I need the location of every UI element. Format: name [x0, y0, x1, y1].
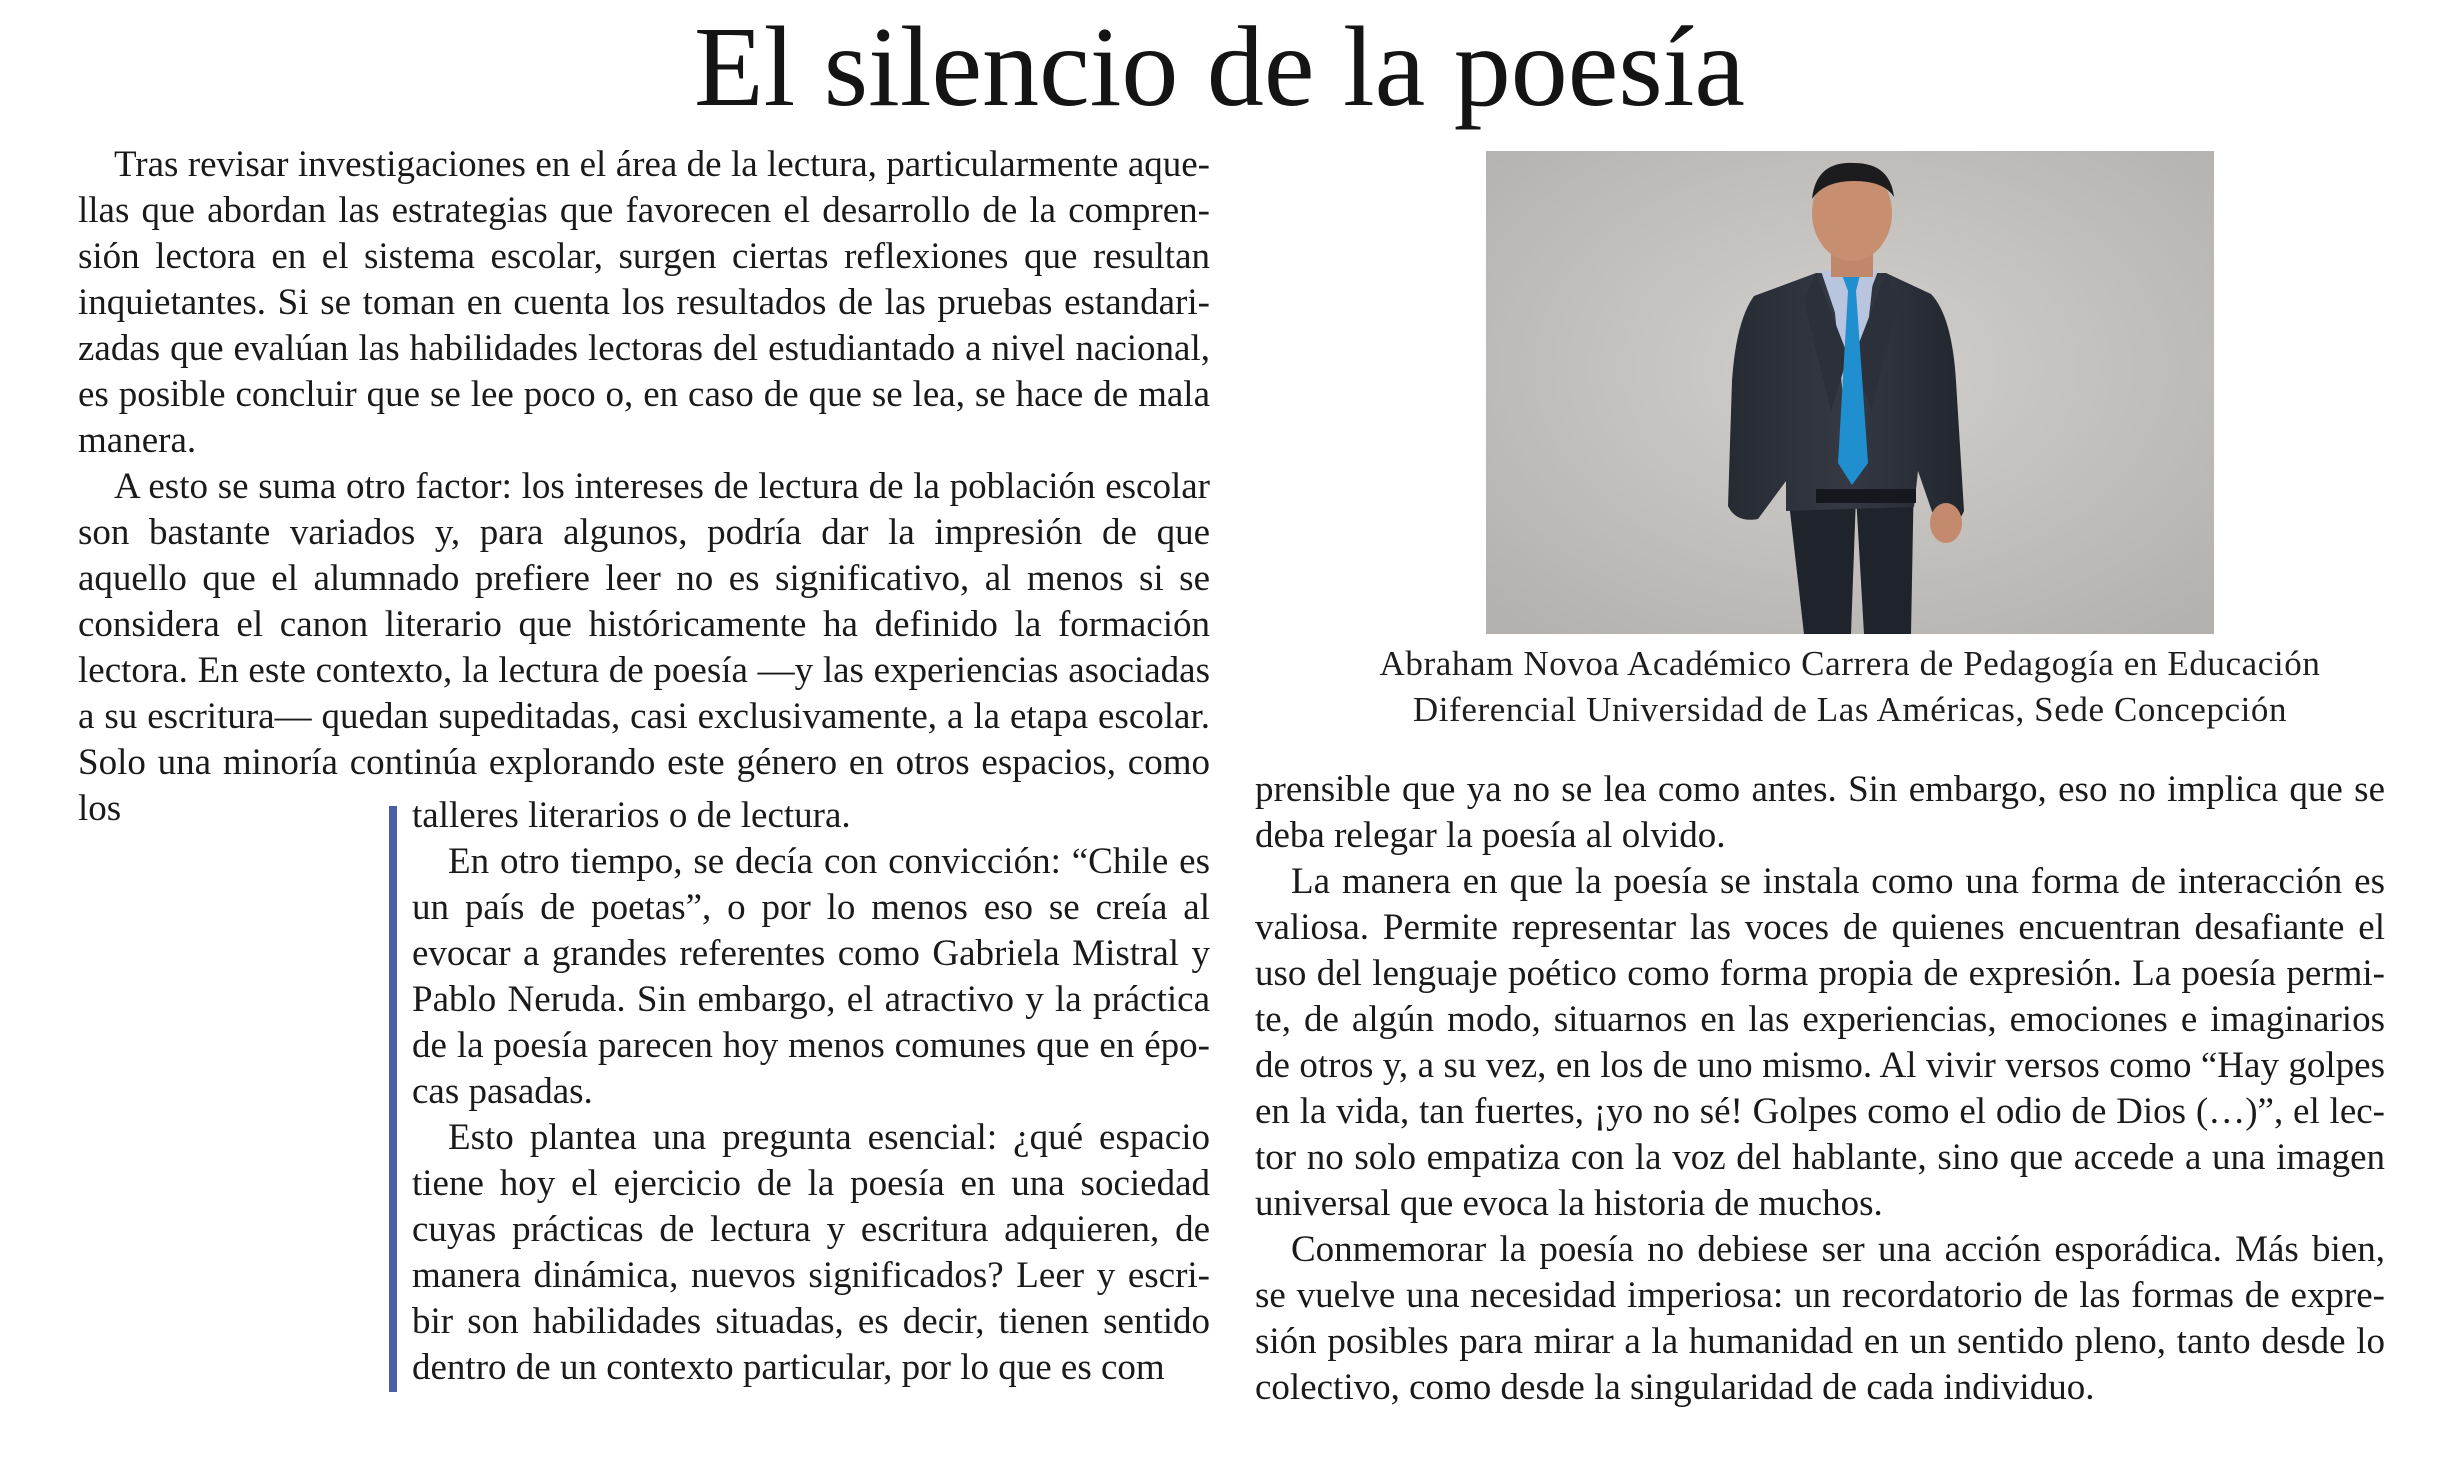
author-photo — [1486, 151, 2214, 634]
right-column — [1255, 767, 2385, 1411]
caption-line-1: Abraham Novoa Académico Carrera de Pedagogía en Educación — [1379, 644, 2321, 683]
paragraph-4-continuation: prensible que ya no se lea como antes. Sin embargo, eso no implica que se deba relegar la poesía al olvido. — [1255, 769, 2385, 856]
paragraph-1: Tras revisar investigaciones en el área de la lectura, particularmente aquellas que abordan las estrategias que favorecen el desarrollo de la comprensión lectora en el sistema escolar, surgen ciertas reflexiones que resultan inquietantes. Si se toman en cuenta los resultados de las pruebas estandarizadas que evalúan las habilidades lectoras del estudiantado a nivel nacional, es posible concluir que se lee poco o, en caso de que se lea, se hace de mala manera. — [78, 144, 1210, 461]
paragraph-2-continuation: talleres literarios o de lectura. — [412, 795, 851, 836]
paragraph-6: Conmemorar la poesía no debiese ser una acción esporádica. Más bien, se vuelve una necesidad imperiosa: un recordatorio de las formas de expresión posibles para mirar a la humanidad en un sentido pleno, tanto desde lo colectivo, como desde la singularidad de cada individuo. — [1255, 1229, 2385, 1408]
left-column-bottom — [412, 793, 1210, 1391]
pull-accent-bar — [389, 806, 397, 1392]
paragraph-2: A esto se suma otro factor: los intereses de lectura de la población escolar son bastante variados y, para algunos, podría dar la impresión de que aquello que el alumnado prefiere leer no es significativo, al menos si se considera el canon literario que históricamente ha definido la formación lectora. En este contexto, la lectura de poesía —y las experiencias asociadas a su escritura— quedan supeditadas, casi exclusivamente, a la etapa escolar. Solo una minoría continúa explorando este género en otros espacios, como los — [78, 466, 1210, 829]
article-title: El silencio de la poesía — [694, 3, 1745, 130]
author-photo-illustration — [1486, 151, 2214, 634]
paragraph-5: La manera en que la poesía se instala como una forma de interacción es valiosa. Permite representar las voces de quienes encuentran desafiante el uso del lenguaje poético como forma propia de expresión. La poesía permite, de algún modo, situarnos en las experiencias, emociones e imaginarios de otros y, a su vez, en los de uno mismo. Al vivir versos como “Hay golpes en la vida, tan fuertes, ¡yo no sé! Golpes como el odio de Dios (…)”, el lector no solo empatiza con la voz del hablante, sino que accede a una imagen universal que evoca la historia de muchos. — [1255, 861, 2385, 1224]
paragraph-4: Esto plantea una pregunta esencial: ¿qué espacio tiene hoy el ejercicio de la poesía en una sociedad cuyas prácticas de lectura y escritura adquieren, de manera dinámica, nuevos significados? Leer y escribir son habilidades situadas, es decir, tienen sentido dentro de un contexto particular, por lo que es com — [412, 1117, 1210, 1388]
caption-line-2: Diferencial Universidad de Las Américas, Sede Concepción — [1412, 690, 2288, 729]
left-column-top — [78, 142, 1210, 832]
paragraph-3: En otro tiempo, se decía con convicción: “Chile es un país de poetas”, o por lo menos eso se creía al evocar a grandes referentes como Gabriela Mistral y Pablo Neruda. Sin embargo, el atractivo y la práctica de la poesía parecen hoy menos comunes que en épocas pasadas. — [412, 841, 1210, 1112]
photo-caption — [1300, 641, 2400, 733]
